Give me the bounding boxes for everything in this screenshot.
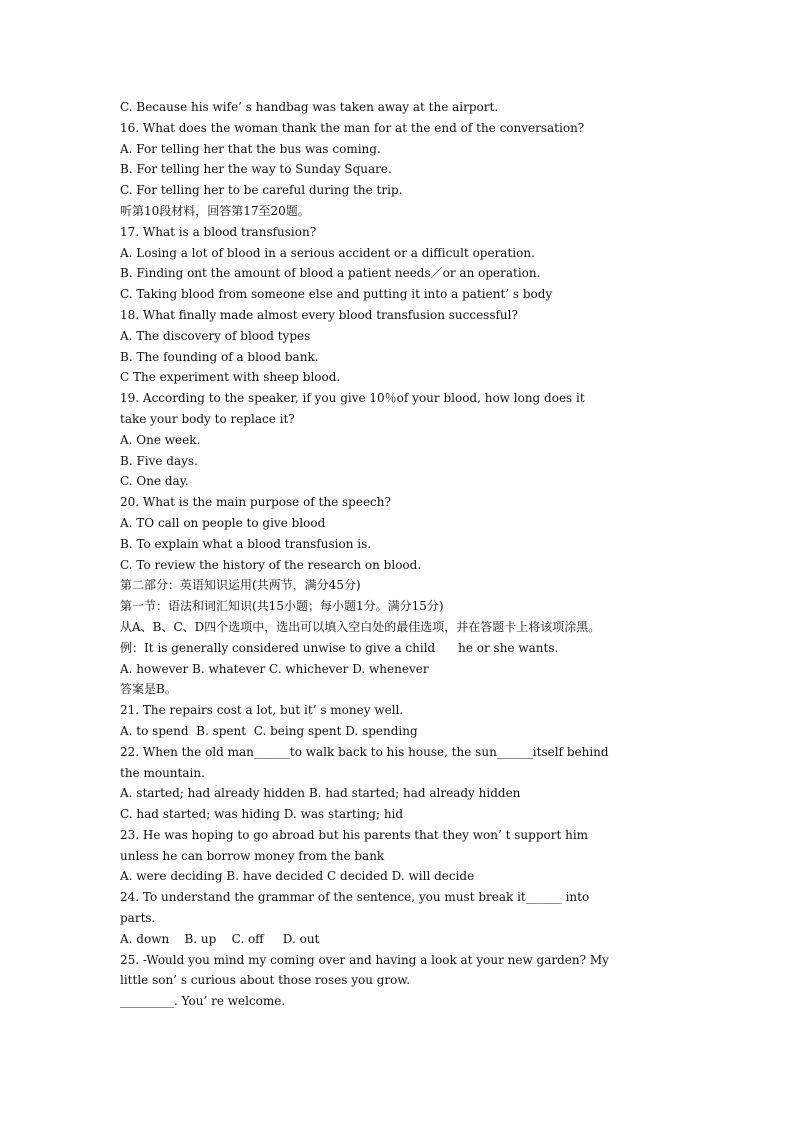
question-19-continued: take your body to replace it? xyxy=(120,411,295,426)
option-line: A. For telling her that the bus was coming. xyxy=(120,141,381,156)
option-line: B. Finding ont the amount of blood a patient needs／or an operation. xyxy=(120,266,541,281)
question-24-continued: parts. xyxy=(120,911,156,926)
question-17: 17. What is a blood transfusion? xyxy=(120,224,317,239)
option-line: C. To review the history of the research on blood. xyxy=(120,557,422,572)
option-line: A. down B. up C. off D. out xyxy=(120,931,320,946)
part-two-heading: 第二部分：英语知识运用(共两节，满分45分) xyxy=(120,578,361,593)
question-25-response: _________. You’ re welcome. xyxy=(120,994,286,1009)
option-line: A. Losing a lot of blood in a serious accident or a difficult operation. xyxy=(120,245,535,260)
question-16: 16. What does the woman thank the man for at the end of the conversation? xyxy=(120,120,585,135)
option-line: A. started; had already hidden B. had started; had already hidden xyxy=(120,786,521,801)
option-line: A. One week. xyxy=(120,432,201,447)
option-line: C. For telling her to be careful during the trip. xyxy=(120,183,403,198)
question-23: 23. He was hoping to go abroad but his parents that they won’ t support him xyxy=(120,827,589,842)
option-line: A. The discovery of blood types xyxy=(120,328,311,343)
question-23-continued: unless he can borrow money from the bank xyxy=(120,848,385,863)
section-one-heading: 第一节：语法和词汇知识(共15小题；每小题1分。满分15分) xyxy=(120,599,444,614)
option-line: B. For telling her the way to Sunday Square. xyxy=(120,162,392,177)
option-line: A. to spend B. spent C. being spent D. spending xyxy=(120,723,418,738)
option-line: C. Taking blood from someone else and putting it into a patient’ s body xyxy=(120,287,553,302)
question-21: 21. The repairs cost a lot, but it’ s money well. xyxy=(120,703,404,718)
option-line: A. were deciding B. have decided C decided D. will decide xyxy=(120,869,475,884)
question-25-continued: little son’ s curious about those roses you grow. xyxy=(120,973,411,988)
example-answer: 答案是B。 xyxy=(120,682,177,697)
question-22: 22. When the old man______to walk back to his house, the sun______itself behind xyxy=(120,744,609,759)
question-22-continued: the mountain. xyxy=(120,765,205,780)
question-19: 19. According to the speaker, if you give 10％of your blood, how long does it xyxy=(120,391,585,406)
example-question: 例：It is generally considered unwise to give a child he or she wants. xyxy=(120,640,559,655)
text-line: C. Because his wife’ s handbag was taken away at the airport. xyxy=(120,100,499,114)
option-line: C. had started; was hiding D. was starting; hid xyxy=(120,807,404,822)
question-20: 20. What is the main purpose of the speech? xyxy=(120,495,391,510)
option-line: B. The founding of a blood bank. xyxy=(120,349,319,364)
section-instruction: 听第10段材料，回答第17至20题。 xyxy=(120,203,310,218)
document-body xyxy=(120,97,680,1012)
question-25: 25. -Would you mind my coming over and having a look at your new garden? My xyxy=(120,952,609,967)
option-line: C The experiment with sheep blood. xyxy=(120,370,341,385)
option-line: A. however B. whatever C. whichever D. whenever xyxy=(120,661,429,676)
option-line: B. Five days. xyxy=(120,453,198,468)
option-line: C. One day. xyxy=(120,474,189,489)
option-line: A. TO call on people to give blood xyxy=(120,515,326,530)
section-instruction: 从A、B、C、D四个选项中，选出可以填入空白处的最佳选项，并在答题卡上将该项涂黑。 xyxy=(120,619,601,634)
question-24: 24. To understand the grammar of the sentence, you must break it______ into xyxy=(120,890,590,905)
option-line: B. To explain what a blood transfusion is. xyxy=(120,536,372,551)
question-18: 18. What finally made almost every blood transfusion successful? xyxy=(120,307,518,322)
